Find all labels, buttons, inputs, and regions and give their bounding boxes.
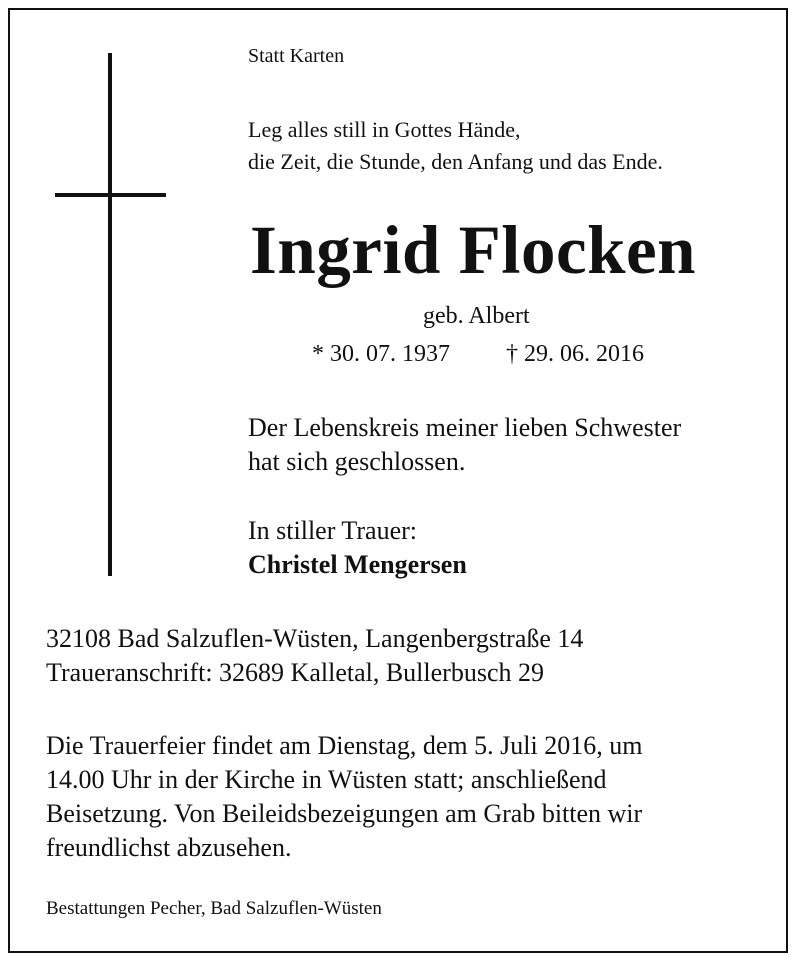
funeral-info-line: freundlichst abzusehen. bbox=[46, 833, 292, 862]
funeral-info-line: Beisetzung. Von Beileidsbezeigungen am Grab bitten wir bbox=[46, 799, 643, 828]
funeral-info-line: Die Trauerfeier findet am Dienstag, dem 5. Juli 2016, um bbox=[46, 731, 643, 760]
cross-vertical-bar bbox=[108, 53, 112, 576]
message-line: Der Lebenskreis meiner lieben Schwester bbox=[248, 413, 682, 442]
message-line: hat sich geschlossen. bbox=[248, 447, 466, 476]
header-text: Statt Karten bbox=[248, 45, 345, 67]
death-date: † 29. 06. 2016 bbox=[506, 341, 644, 367]
deceased-name: Ingrid Flocken bbox=[250, 212, 696, 288]
address-line: Traueranschrift: 32689 Kalletal, Bullerbusch 29 bbox=[46, 658, 544, 687]
mourner-name: Christel Mengersen bbox=[248, 550, 467, 579]
funeral-info-line: 14.00 Uhr in der Kirche in Wüsten statt; anschließend bbox=[46, 765, 607, 794]
verse-line: die Zeit, die Stunde, den Anfang und das Ende. bbox=[248, 149, 663, 174]
maiden-name: geb. Albert bbox=[423, 303, 530, 329]
address-line: 32108 Bad Salzuflen-Wüsten, Langenbergstraße 14 bbox=[46, 624, 584, 653]
mourning-intro: In stiller Trauer: bbox=[248, 516, 417, 545]
verse-line: Leg alles still in Gottes Hände, bbox=[248, 117, 521, 142]
birth-date: * 30. 07. 1937 bbox=[312, 341, 450, 367]
cross-horizontal-bar bbox=[55, 193, 166, 197]
undertaker-text: Bestattungen Pecher, Bad Salzuflen-Wüsten bbox=[46, 898, 382, 919]
